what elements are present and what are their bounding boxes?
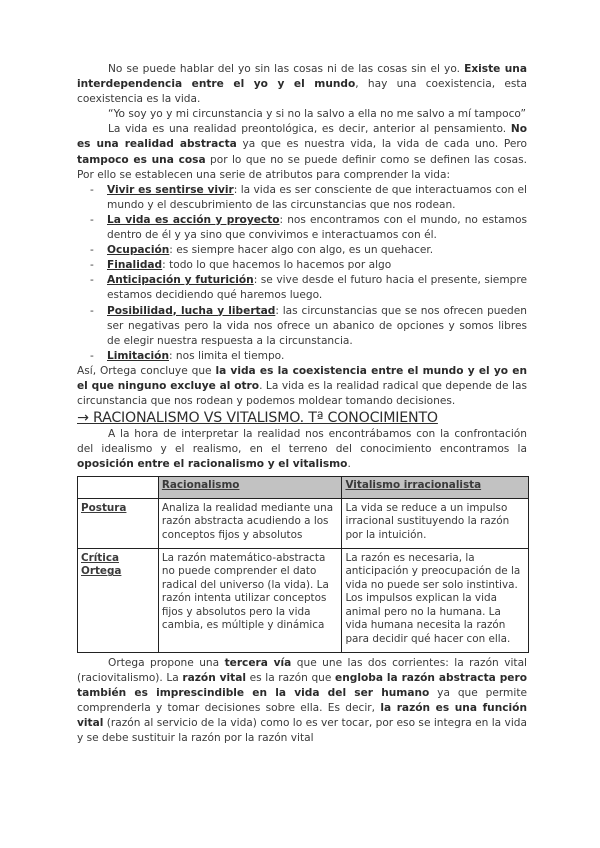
attribute-term: Posibilidad, lucha y libertad [107,304,276,317]
text-run: . La vida es la realidad radical que depende de las circunstancia que nos rodean y podemos moldear tomando decisiones. [77,379,527,408]
table-corner-cell [78,477,159,498]
text-run: por lo que no se puede definir como se definen las cosas. Por ello se establecen una serie de atributos para comprender la vida: [77,153,527,181]
list-item: - Finalidad: todo lo que hacemos lo hacemos por algo [90,259,392,272]
text-run: No se puede hablar del yo sin las cosas ni de las cosas sin el yo. [108,63,465,75]
column-header: Vitalismo irracionalista [342,477,529,498]
paragraph-preontological [77,122,527,182]
bold-run: razón vital [182,672,247,684]
attribute-text: : se vive desde el futuro hacia el presente, siempre estamos decidiendo qué haremos luego. [107,274,527,302]
bold-run: No es una realidad abstracta [77,123,527,151]
list-item: - Vivir es sentirse vivir: la vida es ser consciente de que interactuamos con el mundo y el descubrimiento de las circunstancias que nos rodean. [90,183,528,211]
list-item: - Anticipación y futurición: se vive desde el futuro hacia el presente, siempre estamos decidiendo qué haremos luego. [90,274,527,302]
attribute-text: : la vida es ser consciente de que interactuamos con el mundo y el descubrimiento de las circunstancias que nos rodean. [107,183,528,211]
table-row [78,498,529,548]
attribute-term: Limitación [107,349,169,362]
text-run: ya que permite comprenderla y tomar decisiones sobre ella. Es decir, [77,687,527,715]
list-item: - La vida es acción y proyecto: nos encontramos con el mundo, no estamos dentro de él y ya sino que convivimos e interactuamos con él. [90,213,527,242]
paragraph-third-way [77,656,527,747]
bold-run: tampoco es una cosa [77,153,206,166]
bold-run: Existe una interdependencia entre el yo y el mundo [77,63,527,91]
comparison-table [77,476,529,652]
row-header: Postura [78,498,159,548]
attribute-term: Vivir es sentirse vivir [107,183,234,196]
bold-run: oposición entre el racionalismo y el vitalismo [77,458,348,471]
text-run: Así, Ortega concluye que [77,364,216,377]
table-cell: La razón matemático-abstracta no puede comprender el dato radical del universo (la vida). La razón intenta utilizar conceptos fijos y absolutos pero la vida cambia, es múltiple y dinámica [158,549,342,653]
table-cell: La vida se reduce a un impulso irracional sustituyendo la razón por la intuición. [342,498,529,548]
column-header: Racionalismo [158,477,342,498]
paragraph-confrontation [77,427,527,472]
list-item: - Limitación: nos limita el tiempo. [90,349,285,362]
attribute-text: : nos limita el tiempo. [169,349,285,362]
ortega-quote: “Yo soy yo y mi circunstancia y si no la salvo a ella no me salvo a mí tampoco” [108,108,527,121]
table-row [78,549,529,653]
paragraph-conclusion [77,364,527,409]
paragraph-interdependence [77,62,527,107]
text-run: (razón al servicio de la vida) como lo es ver tocar, por eso se integra en la vida y se debe sustituir la razón por la razón vital [77,717,527,745]
attribute-term: Ocupación [107,244,170,257]
attributes-list [77,183,527,364]
attribute-text: : las circunstancias que se nos ofrecen pueden ser negativas pero la vida nos ofrece un abanico de opciones y somos libres de elegir nuestra respuesta a la circunstancia. [107,304,527,347]
document-page [77,62,527,746]
table-cell: Analiza la realidad mediante una razón abstracta acudiendo a los conceptos fijos y absolutos [158,498,342,548]
text-run: La vida es una realidad preontológica, es decir, anterior al pensamiento. [108,123,511,136]
attribute-term: Anticipación y futurición [107,274,254,287]
attribute-text: : nos encontramos con el mundo, no estamos dentro de él y ya sino que convivimos e interactuamos con él. [107,213,527,242]
section-heading: → RACIONALISMO VS VITALISMO. Tª CONOCIMIENTO [77,410,438,427]
text-run: A la hora de interpretar la realidad nos encontrábamos con la confrontación del idealismo y el realismo, en el terreno del conocimiento encontramos la [77,428,527,456]
attribute-term: Finalidad [107,259,163,272]
attribute-term: La vida es acción y proyecto [107,213,280,226]
text-run: que une las dos corrientes: la razón vital (raciovitalismo). La [77,656,528,684]
list-item: - Ocupación: es siempre hacer algo con algo, es un quehacer. [90,244,434,257]
bold-run: la razón es una función vital [77,702,527,730]
text-run: es la razón que [246,672,336,684]
text-run: . [347,458,351,471]
row-header: Crítica Ortega [78,549,159,653]
list-item: - Posibilidad, lucha y libertad: las circunstancias que se nos ofrecen pueden ser negativas pero la vida nos ofrece un abanico de opciones y somos libres de elegir nuestra respuesta a la circunstancia. [90,304,527,347]
bold-run: tercera vía [224,656,292,669]
attribute-text: : es siempre hacer algo con algo, es un quehacer. [169,244,434,257]
text-run: ya que es nuestra vida, la vida de cada uno. Pero [236,138,528,151]
text-run: Ortega propone una [108,656,225,669]
text-run: , hay una coexistencia, esta coexistencia es la vida. [77,78,528,106]
bold-run: la vida es la coexistencia entre el mundo y el yo en el que ninguno excluye al otro [77,364,527,392]
table-header-row [78,477,529,498]
table-cell: La razón es necesaria, la anticipación y preocupación de la vida no puede ser solo instintiva. Los impulsos explican la vida animal pero no la humana. La vida humana necesita la razón para decidir qué hacer con ella. [342,549,529,653]
bold-run: engloba la razón abstracta pero también es imprescindible en la vida del ser humano [77,672,527,700]
attribute-text: : todo lo que hacemos lo hacemos por algo [162,259,392,272]
